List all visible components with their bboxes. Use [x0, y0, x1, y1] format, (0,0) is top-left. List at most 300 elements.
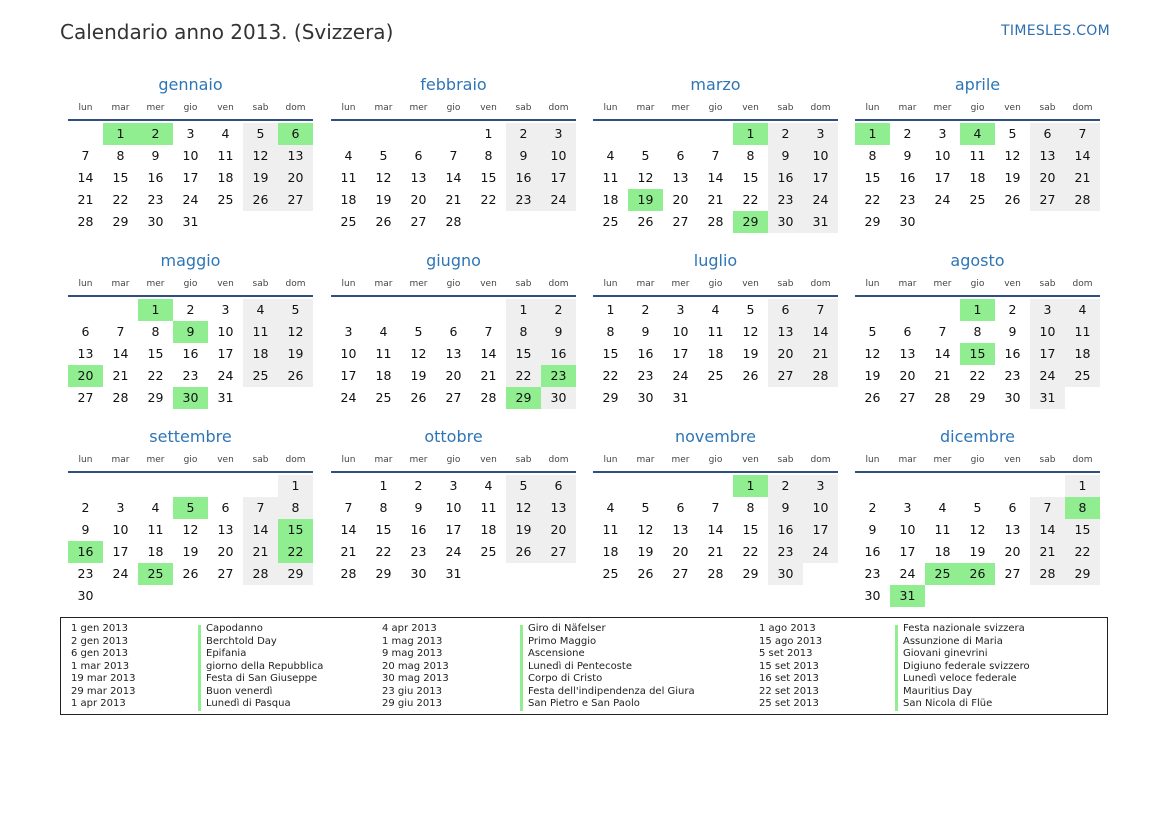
day-cell-empty: [960, 585, 995, 607]
day-cell: 6: [903, 324, 912, 339]
day-cell: 12: [375, 170, 392, 185]
week-row: [855, 123, 1100, 145]
weekday-header: [855, 274, 1100, 294]
day-cell-empty: [803, 387, 838, 409]
day-cell: 26: [375, 214, 392, 229]
month-gennaio: [68, 72, 313, 233]
day-cell-holiday: 8: [1065, 497, 1100, 519]
day-cell-weekend: 24: [803, 189, 838, 211]
day-cell-weekend: 26: [278, 365, 313, 387]
day-cell-empty: [208, 211, 243, 233]
day-cell-weekend: 21: [803, 343, 838, 365]
weekday-label: lun: [341, 103, 356, 113]
day-cell: 5: [973, 500, 982, 515]
day-cell-holiday: 4: [960, 123, 995, 145]
day-cell: 22: [602, 368, 619, 383]
weekday-label: mar: [636, 455, 655, 465]
day-cell: 30: [1004, 390, 1021, 405]
day-cell: 4: [379, 324, 388, 339]
day-cell-holiday: 15: [278, 519, 313, 541]
legend-date: 4 apr 2013: [382, 623, 437, 634]
legend-holiday-name: San Nicola di Flüe: [903, 698, 993, 709]
legend-holiday-name: Festa nazionale svizzera: [903, 623, 1025, 634]
day-cell-empty: [698, 123, 733, 145]
month-settembre: [68, 424, 313, 607]
weekday-label: ven: [1004, 455, 1021, 465]
day-cell-empty: [243, 585, 278, 607]
day-cell: 17: [934, 170, 951, 185]
weekday-label: gio: [446, 279, 461, 289]
day-cell: 7: [711, 500, 720, 515]
day-cell-empty: [698, 387, 733, 409]
day-cell: 17: [112, 544, 129, 559]
weekday-label: mar: [111, 455, 130, 465]
day-cell: 24: [217, 368, 234, 383]
legend-date: 20 mag 2013: [382, 660, 449, 672]
day-cell-weekend: 17: [803, 167, 838, 189]
day-cell-weekend: 10: [541, 145, 576, 167]
day-cell-weekend: 14: [803, 321, 838, 343]
day-cell-weekend: 28: [1030, 563, 1065, 585]
day-cell: 12: [182, 522, 199, 537]
day-cell-empty: [436, 299, 471, 321]
legend-holiday-name: Lunedì di Pasqua: [206, 698, 291, 709]
day-cell: 20: [217, 544, 234, 559]
day-cell: 25: [340, 214, 357, 229]
day-cell-weekend: 9: [768, 145, 803, 167]
week-row: [855, 387, 1100, 409]
day-cell: 21: [707, 544, 724, 559]
weekday-header: [593, 450, 838, 470]
day-cell: 16: [1004, 346, 1021, 361]
day-cell: 18: [147, 544, 164, 559]
week-row: [593, 497, 838, 519]
day-cell: 27: [217, 566, 234, 581]
legend-date: 16 set 2013: [759, 673, 819, 684]
day-cell: 23: [864, 566, 881, 581]
weekday-label: lun: [78, 103, 93, 113]
legend-holiday-name: Epifania: [206, 648, 247, 659]
legend-names-3: [903, 623, 1030, 711]
day-cell-holiday: 1: [733, 123, 768, 145]
day-cell: 6: [449, 324, 458, 339]
week-row: [331, 387, 576, 409]
day-cell-empty: [541, 211, 576, 233]
weekday-header: [593, 98, 838, 118]
day-cell-weekend: 23: [506, 189, 541, 211]
week-row: [68, 321, 313, 343]
weekday-label: sab: [515, 279, 532, 289]
day-cell-weekend: 7: [1065, 123, 1100, 145]
day-cell-empty: [890, 299, 925, 321]
day-cell-weekend: 16: [768, 519, 803, 541]
day-cell-weekend: 19: [243, 167, 278, 189]
day-cell: 28: [112, 390, 129, 405]
day-cell: 3: [186, 126, 195, 141]
week-row: [331, 541, 576, 563]
day-cell: 7: [344, 500, 353, 515]
day-cell: 12: [742, 324, 759, 339]
week-row: [68, 563, 313, 585]
day-cell: 19: [375, 192, 392, 207]
week-row: [593, 343, 838, 365]
week-row: [68, 365, 313, 387]
week-row: [331, 475, 576, 497]
day-cell-weekend: 16: [768, 167, 803, 189]
month-name: ottobre: [424, 427, 483, 446]
day-cell-weekend: 30: [768, 563, 803, 585]
day-cell: 22: [112, 192, 129, 207]
month-name: novembre: [674, 427, 757, 446]
day-cell: 5: [379, 148, 388, 163]
day-cell-empty: [243, 211, 278, 233]
day-cell-weekend: 6: [1030, 123, 1065, 145]
weekday-label: sab: [1039, 279, 1056, 289]
week-row: [68, 189, 313, 211]
day-cell: 2: [1008, 302, 1017, 317]
day-cell: 22: [969, 368, 986, 383]
day-cell-weekend: 3: [803, 475, 838, 497]
day-cell: 12: [1004, 148, 1021, 163]
legend-date: 15 set 2013: [759, 660, 819, 672]
day-cell-weekend: 22: [1065, 541, 1100, 563]
day-cell: 7: [711, 148, 720, 163]
week-row: [68, 211, 313, 233]
day-cell: 20: [899, 368, 916, 383]
legend-holiday-name: Digiuno federale svizzero: [903, 660, 1030, 672]
week-row: [68, 519, 313, 541]
day-cell-weekend: 24: [1030, 365, 1065, 387]
legend-date: 29 mar 2013: [71, 685, 136, 697]
day-cell-weekend: 28: [243, 563, 278, 585]
day-cell-empty: [995, 211, 1030, 233]
day-cell: 11: [934, 522, 951, 537]
day-cell: 11: [602, 522, 619, 537]
day-cell: 6: [414, 148, 423, 163]
week-row: [593, 563, 838, 585]
day-cell: 17: [672, 346, 689, 361]
legend-color-bar: [520, 625, 523, 711]
weekday-label: gio: [970, 279, 985, 289]
site-link[interactable]: TIMESLES.COM: [1001, 23, 1110, 39]
day-cell: 26: [637, 566, 654, 581]
day-cell: 31: [672, 390, 689, 405]
month-name: febbraio: [420, 75, 487, 94]
day-cell-holiday: 16: [68, 541, 103, 563]
legend-date: 15 ago 2013: [759, 635, 823, 647]
weekday-label: dom: [1072, 455, 1093, 465]
day-cell: 11: [969, 148, 986, 163]
day-cell: 3: [938, 126, 947, 141]
month-novembre: [593, 424, 838, 585]
day-cell: 14: [707, 522, 724, 537]
day-cell-holiday: 1: [138, 299, 173, 321]
day-cell-weekend: 9: [768, 497, 803, 519]
day-cell-empty: [278, 387, 313, 409]
day-cell: 15: [480, 170, 497, 185]
day-cell-weekend: 25: [1065, 365, 1100, 387]
day-cell-weekend: 3: [803, 123, 838, 145]
day-cell: 24: [182, 192, 199, 207]
header-rule: [855, 471, 1100, 473]
weekday-header: [855, 98, 1100, 118]
weekday-label: mer: [409, 103, 428, 113]
day-cell-weekend: 23: [768, 189, 803, 211]
day-cell-weekend: 15: [506, 343, 541, 365]
day-cell: 1: [379, 478, 388, 493]
day-cell-empty: [960, 211, 995, 233]
day-cell: 15: [147, 346, 164, 361]
week-row: [68, 475, 313, 497]
weekday-label: lun: [78, 455, 93, 465]
day-cell-holiday: 1: [960, 299, 995, 321]
weekday-label: lun: [603, 455, 618, 465]
day-cell: 19: [742, 346, 759, 361]
weekday-label: mar: [898, 103, 917, 113]
weekday-label: dom: [1072, 103, 1093, 113]
day-cell: 23: [410, 544, 427, 559]
day-cell-weekend: 11: [1065, 321, 1100, 343]
day-cell: 12: [637, 170, 654, 185]
legend-date: 1 apr 2013: [71, 698, 126, 709]
weekday-label: sab: [777, 103, 794, 113]
weekday-label: mer: [933, 279, 952, 289]
day-cell-weekend: 18: [1065, 343, 1100, 365]
header-rule: [68, 119, 313, 121]
week-row: [855, 475, 1100, 497]
weekday-label: sab: [1039, 103, 1056, 113]
day-cell: 25: [969, 192, 986, 207]
day-cell: 20: [445, 368, 462, 383]
day-cell: 4: [484, 478, 493, 493]
month-maggio: [68, 248, 313, 409]
header-rule: [855, 295, 1100, 297]
day-cell-weekend: 1: [1065, 475, 1100, 497]
week-row: [855, 497, 1100, 519]
day-cell-holiday: 29: [733, 211, 768, 233]
month-giugno: [331, 248, 576, 409]
weekday-label: sab: [515, 103, 532, 113]
day-cell: 18: [602, 192, 619, 207]
day-cell: 10: [899, 522, 916, 537]
day-cell: 1: [484, 126, 493, 141]
day-cell-weekend: 25: [243, 365, 278, 387]
day-cell-weekend: 21: [243, 541, 278, 563]
day-cell: 31: [182, 214, 199, 229]
day-cell: 31: [217, 390, 234, 405]
day-cell: 28: [934, 390, 951, 405]
day-cell: 1: [606, 302, 615, 317]
day-cell: 14: [445, 170, 462, 185]
week-row: [331, 563, 576, 585]
day-cell: 29: [602, 390, 619, 405]
legend-holiday-name: Festa di San Giuseppe: [206, 673, 318, 684]
weekday-label: mar: [374, 103, 393, 113]
day-cell: 10: [934, 148, 951, 163]
weekday-label: lun: [865, 103, 880, 113]
week-row: [855, 211, 1100, 233]
day-cell: 3: [903, 500, 912, 515]
weekday-label: mar: [374, 279, 393, 289]
weekday-label: ven: [1004, 279, 1021, 289]
day-cell: 2: [868, 500, 877, 515]
day-cell: 13: [899, 346, 916, 361]
day-cell: 25: [602, 214, 619, 229]
day-cell: 26: [1004, 192, 1021, 207]
day-cell-weekend: 11: [243, 321, 278, 343]
week-row: [593, 387, 838, 409]
day-cell: 26: [742, 368, 759, 383]
page-title: Calendario anno 2013. (Svizzera): [60, 20, 394, 44]
week-row: [593, 475, 838, 497]
day-cell-empty: [803, 563, 838, 585]
day-cell-empty: [68, 299, 103, 321]
week-row: [68, 387, 313, 409]
day-cell: 18: [217, 170, 234, 185]
weekday-label: lun: [603, 103, 618, 113]
day-cell-empty: [768, 387, 803, 409]
day-cell-weekend: 21: [1030, 541, 1065, 563]
day-cell-weekend: 4: [243, 299, 278, 321]
day-cell-empty: [401, 299, 436, 321]
weekday-header: [331, 98, 576, 118]
day-cell: 10: [182, 148, 199, 163]
day-cell: 18: [375, 368, 392, 383]
weekday-label: mer: [671, 279, 690, 289]
day-cell-weekend: 8: [506, 321, 541, 343]
day-cell: 7: [484, 324, 493, 339]
day-cell: 13: [77, 346, 94, 361]
header-rule: [68, 295, 313, 297]
day-cell-weekend: 15: [1065, 519, 1100, 541]
legend-holiday-name: Mauritius Day: [903, 685, 973, 697]
day-cell-empty: [1030, 211, 1065, 233]
day-cell: 24: [340, 390, 357, 405]
day-cell: 17: [445, 522, 462, 537]
day-cell: 19: [969, 544, 986, 559]
day-cell: 3: [449, 478, 458, 493]
weekday-label: ven: [742, 279, 759, 289]
day-cell-weekend: 1: [506, 299, 541, 321]
day-cell: 28: [77, 214, 94, 229]
day-cell: 14: [112, 346, 129, 361]
day-cell-weekend: 6: [541, 475, 576, 497]
day-cell: 6: [1008, 500, 1017, 515]
day-cell-empty: [855, 475, 890, 497]
weekday-label: lun: [78, 279, 93, 289]
day-cell-empty: [471, 211, 506, 233]
day-cell: 6: [676, 148, 685, 163]
day-cell-empty: [366, 123, 401, 145]
weekday-label: sab: [515, 455, 532, 465]
day-cell-weekend: 24: [803, 541, 838, 563]
day-cell-weekend: 17: [541, 167, 576, 189]
weekday-label: dom: [548, 279, 569, 289]
day-cell-weekend: 14: [1065, 145, 1100, 167]
weekday-label: mer: [146, 279, 165, 289]
day-cell-empty: [173, 585, 208, 607]
day-cell: 6: [81, 324, 90, 339]
weekday-label: mer: [146, 103, 165, 113]
week-row: [593, 211, 838, 233]
week-row: [331, 343, 576, 365]
day-cell: 27: [410, 214, 427, 229]
day-cell: 11: [217, 148, 234, 163]
weekday-label: ven: [742, 103, 759, 113]
day-cell-holiday: 15: [960, 343, 995, 365]
day-cell: 11: [480, 500, 497, 515]
day-cell: 28: [340, 566, 357, 581]
day-cell-empty: [995, 585, 1030, 607]
week-row: [855, 343, 1100, 365]
weekday-label: mar: [898, 279, 917, 289]
day-cell: 20: [1004, 544, 1021, 559]
day-cell-weekend: 27: [1030, 189, 1065, 211]
day-cell-empty: [243, 387, 278, 409]
day-cell: 26: [410, 390, 427, 405]
legend-date: 22 set 2013: [759, 685, 819, 697]
week-row: [593, 519, 838, 541]
legend-color-bar: [198, 625, 201, 711]
week-row: [855, 321, 1100, 343]
day-cell: 14: [707, 170, 724, 185]
week-row: [331, 189, 576, 211]
day-cell: 2: [81, 500, 90, 515]
day-cell-empty: [138, 585, 173, 607]
day-cell-weekend: 27: [541, 541, 576, 563]
day-cell-holiday: 1: [855, 123, 890, 145]
day-cell: 24: [899, 566, 916, 581]
day-cell: 9: [151, 148, 160, 163]
day-cell: 10: [672, 324, 689, 339]
weekday-label: ven: [480, 279, 497, 289]
weekday-label: lun: [341, 455, 356, 465]
day-cell: 15: [602, 346, 619, 361]
week-row: [593, 189, 838, 211]
day-cell-weekend: 28: [1065, 189, 1100, 211]
day-cell: 23: [1004, 368, 1021, 383]
weekday-header: [68, 274, 313, 294]
weekday-label: dom: [1072, 279, 1093, 289]
day-cell-empty: [925, 299, 960, 321]
day-cell: 30: [899, 214, 916, 229]
day-cell-weekend: 9: [506, 145, 541, 167]
day-cell: 22: [864, 192, 881, 207]
day-cell: 28: [480, 390, 497, 405]
day-cell-empty: [925, 475, 960, 497]
day-cell-empty: [278, 211, 313, 233]
weekday-label: mar: [898, 455, 917, 465]
day-cell-holiday: 6: [278, 123, 313, 145]
weekday-label: ven: [217, 455, 234, 465]
day-cell-weekend: 13: [278, 145, 313, 167]
day-cell: 5: [414, 324, 423, 339]
week-row: [68, 585, 313, 607]
day-cell-empty: [103, 475, 138, 497]
weekday-label: mar: [636, 279, 655, 289]
day-cell-empty: [366, 299, 401, 321]
weekday-label: sab: [252, 279, 269, 289]
weekday-label: ven: [480, 455, 497, 465]
day-cell-weekend: 16: [541, 343, 576, 365]
day-cell: 8: [606, 324, 615, 339]
day-cell-holiday: 5: [173, 497, 208, 519]
weekday-label: sab: [252, 103, 269, 113]
day-cell-weekend: 5: [506, 475, 541, 497]
week-row: [68, 299, 313, 321]
day-cell: 10: [340, 346, 357, 361]
day-cell: 29: [969, 390, 986, 405]
